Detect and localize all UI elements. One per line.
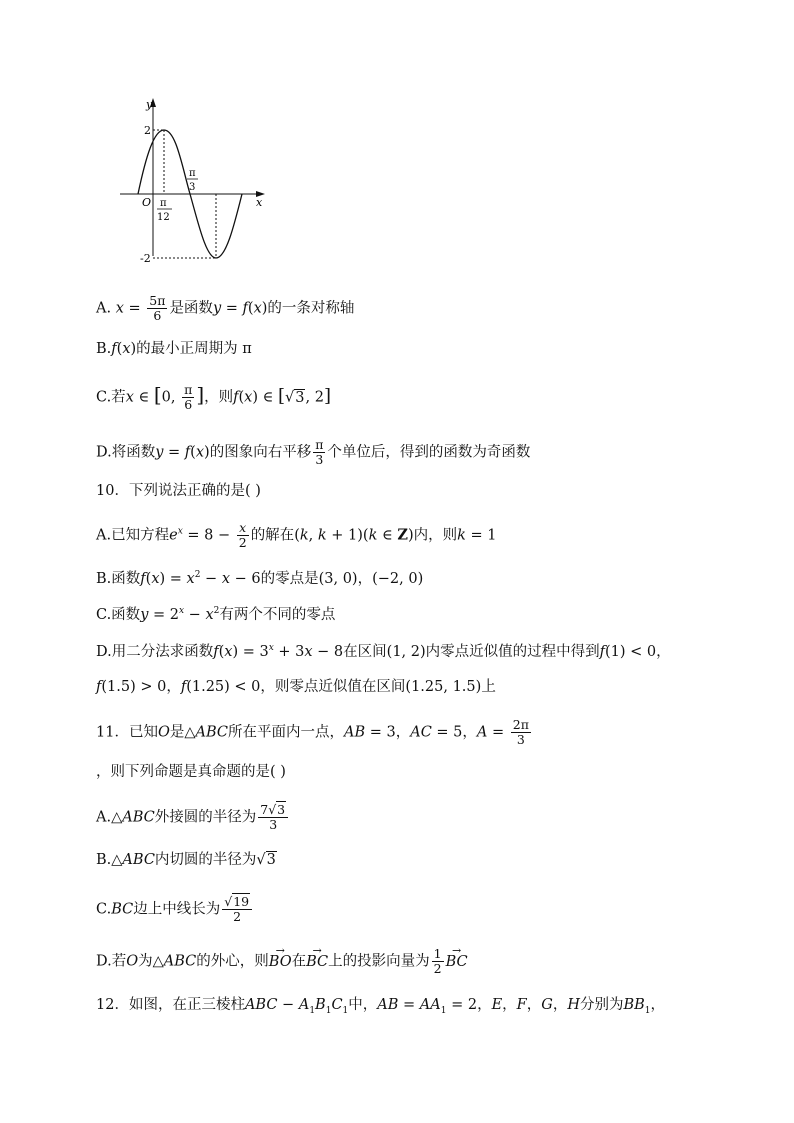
q11-stem-line2: ，则下列命题是真命题的是( ) — [96, 764, 286, 780]
q10-option-b[interactable]: B.函数$f(x) = x^2 - x - 6$的零点是(3, 0)，(−2, 0) — [96, 570, 424, 587]
y-min-label: -2 — [140, 252, 151, 265]
tick-pi12-num: π — [160, 198, 167, 209]
tick-pi3-num: π — [189, 168, 196, 179]
q10-stem: 10．下列说法正确的是( ) — [96, 483, 261, 499]
y-max-label: 2 — [144, 124, 151, 137]
q10-option-d-line1[interactable]: D.用二分法求函数$f(x) = 3^x + 3x - 8$在区间(1, 2)内零点近似值的过程中得到f(1) < 0， — [96, 643, 671, 660]
q10-option-a[interactable]: A.已知方程$e^x = 8$ − $\frac{x}{2}$ 的解在(k, k + 1)(k ∈ Z)内，则k = 1 — [96, 520, 497, 550]
q9-option-b[interactable]: B.f(x)的最小正周期为 π — [96, 341, 252, 357]
q10-option-d-line2: f(1.5) > 0，f(1.25) < 0，则零点近似值在区间(1.25, 1.5)上 — [96, 679, 496, 695]
y-axis-label: y — [146, 98, 153, 111]
q11-option-b[interactable]: B.△ABC内切圆的半径为√3 — [96, 852, 276, 868]
origin-label: O — [142, 196, 152, 209]
q9-option-d[interactable]: D.将函数y = f(x)的图象向右平移 $\frac{\pi}{3}$ 个单位后，得到的函数为奇函数 — [96, 437, 531, 467]
q11-option-d[interactable]: D.若O为△ABC的外心，则→ BO在→ BC上的投影向量为 $\frac{1}{2}$ → BC — [96, 947, 468, 976]
q9-option-a[interactable]: A. x = $\frac{5\pi}{6}$ 是函数y = f(x)的一条对称轴 — [96, 293, 355, 323]
tick-pi3-den: 3 — [189, 182, 196, 193]
q11-option-c[interactable]: C.BC边上中线长为 $\frac{√19}{2}$ — [96, 895, 254, 924]
q12-stem: 12．如图，在正三棱柱ABC − $A_1B_1C_1$中，AB = $AA_1 = 2$，E，F，G，H分别为$BB_1$， — [96, 997, 666, 1016]
x-axis-label: x — [256, 196, 263, 209]
tick-pi12-den: 12 — [157, 212, 170, 223]
q11-option-a[interactable]: A.△ABC外接圆的半径为 $\frac{7√3}{3}$ — [96, 803, 290, 832]
q9-option-c[interactable]: C.若x ∈ [0, $\frac{\pi}{6}$ ]，则f(x) ∈ [√3, 2] — [96, 382, 331, 412]
function-graph — [110, 96, 270, 266]
q11-stem-line1: 11．已知O是△ABC所在平面内一点，AB = 3，AC = 5，A = $\frac{2\pi}{3}$ — [96, 717, 529, 747]
q10-option-c[interactable]: C.函数$y = 2^x - x^2$有两个不同的零点 — [96, 606, 336, 623]
